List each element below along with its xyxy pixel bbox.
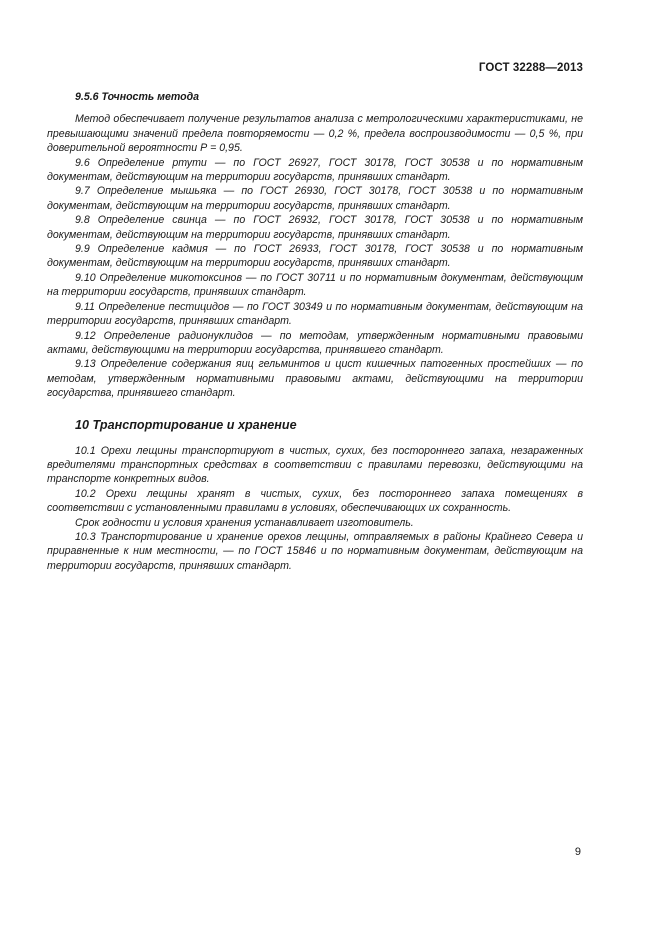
section-title: 10 Транспортирование и хранение xyxy=(75,417,297,432)
paragraph-accuracy: Метод обеспечивает получение результатов анализа с метрологическими характеристиками, не превышающими значений предела повторяемости — 0,2 %, предела воспроизводимости — 0,5 %, при доверительной вероятности Р = 0,95. xyxy=(47,113,583,155)
page-number: 9 xyxy=(574,846,581,858)
paragraph-9-7: 9.7 Определение мышьяка — по ГОСТ 26930, ГОСТ 30178, ГОСТ 30538 и по нормативным документам, действующим на территории государств, принявших стандарт. xyxy=(47,185,583,212)
paragraph-9-13: 9.13 Определение содержания яиц гельминтов и цист кишечных патогенных простейших — по методам, утвержденным нормативными правовыми актами, действующими на территории государства, принявшего стандарт. xyxy=(47,358,583,400)
paragraph-9-10: 9.10 Определение микотоксинов — по ГОСТ 30711 и по нормативным документам, действующим на территории государств, принявших стандарт. xyxy=(47,271,583,299)
subsection-title: 9.5.6 Точность метода xyxy=(75,91,200,103)
paragraph-9-8: 9.8 Определение свинца — по ГОСТ 26932, ГОСТ 30178, ГОСТ 30538 и по нормативным документам, действующим на территории государств, принявших стандарт. xyxy=(47,214,583,241)
paragraph-10-1: 10.1 Орехи лещины транспортируют в чистых, сухих, без постороннего запаха, незараженных вредителями транспортных средствах в соответствии с правилами перевозки, действующими на транспорте конкретных видов. xyxy=(47,444,583,486)
paragraph-9-12: 9.12 Определение радионуклидов — по методам, утвержденным нормативными правовыми актами, действующими на территории государства, принявшего стандарт. xyxy=(47,329,583,356)
document-body xyxy=(47,90,583,573)
paragraph-9-9: 9.9 Определение кадмия — по ГОСТ 26933, ГОСТ 30178, ГОСТ 30538 и по нормативным документам, действующим на территории государств, принявших стандарт. xyxy=(47,243,583,270)
paragraph-9-11: 9.11 Определение пестицидов — по ГОСТ 30349 и по нормативным документам, действующим на территории государств, принявших стандарт. xyxy=(47,300,583,328)
paragraph-10-2: 10.2 Орехи лещины хранят в чистых, сухих, без постороннего запаха помещениях в соответствии с установленными правилами в условиях, обеспечивающих их сохранность. xyxy=(47,487,583,515)
document-code: ГОСТ 32288—2013 xyxy=(478,62,583,74)
paragraph-9-6: 9.6 Определение ртути — по ГОСТ 26927, ГОСТ 30178, ГОСТ 30538 и по нормативным документам, действующим на территории государств, принявших стандарт. xyxy=(47,156,583,184)
paragraph-10-3: 10.3 Транспортирование и хранение орехов лещины, отправляемых в районы Крайнего Севера и приравненные к ним местности, — по ГОСТ 15846 и по нормативным документам, действующим на территории государств, принявших стандарт. xyxy=(47,530,583,572)
paragraph-shelf-life: Срок годности и условия хранения устанавливает изготовитель. xyxy=(75,516,414,529)
